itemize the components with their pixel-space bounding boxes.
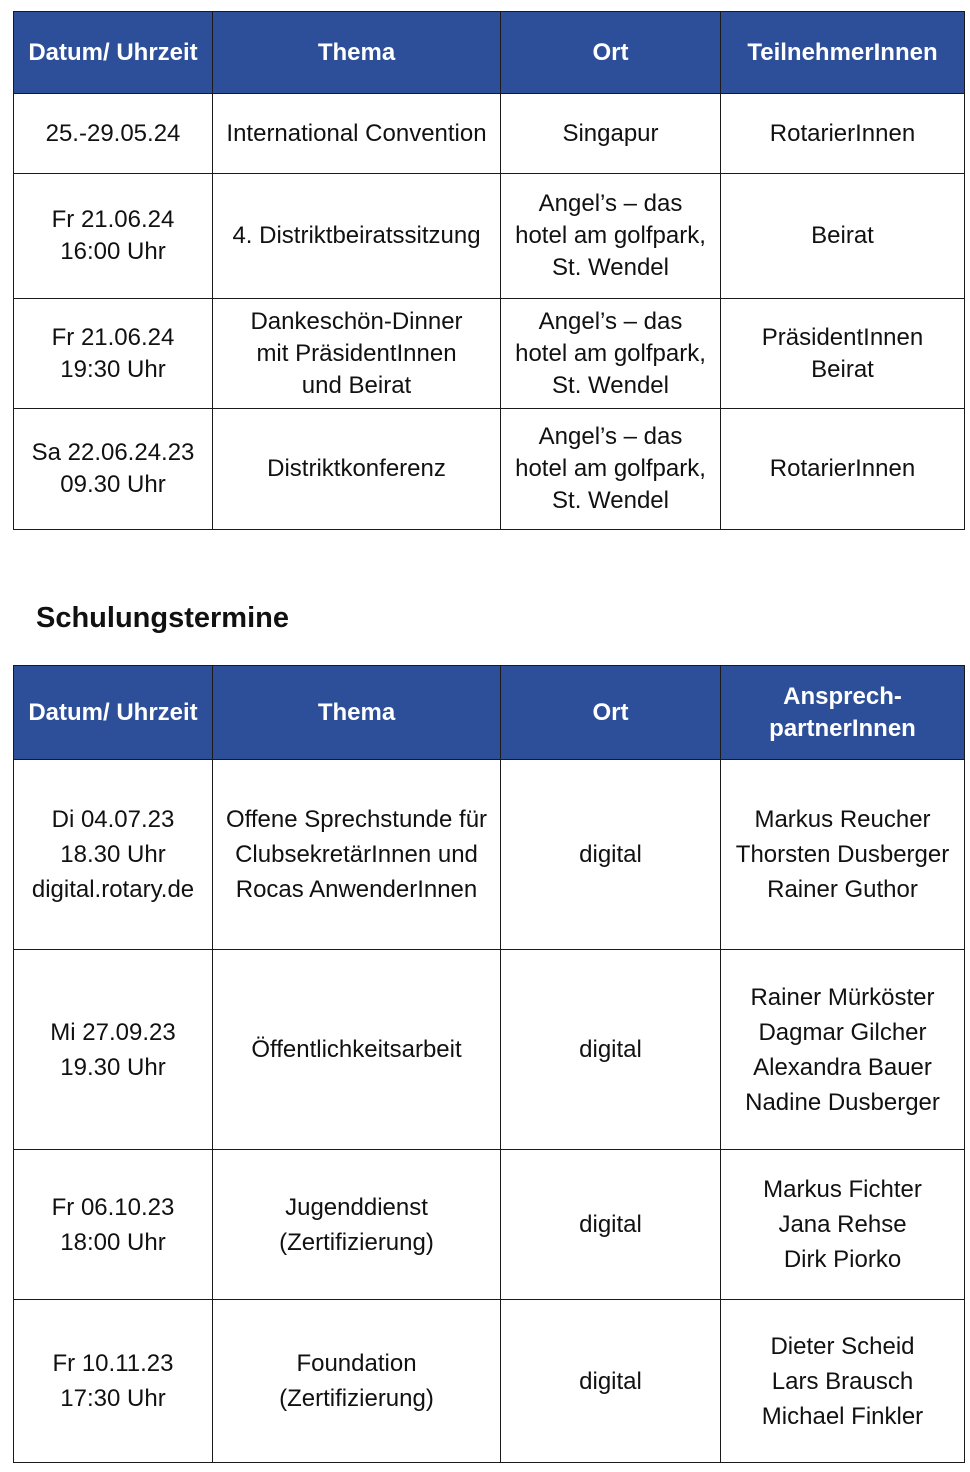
cell-ort: digital [501, 950, 721, 1150]
cell-thema: Distriktkonferenz [213, 409, 501, 530]
cell-ort: Angel’s – das hotel am golfpark, St. Wendel [501, 299, 721, 409]
table-row [14, 950, 965, 1150]
schulung-header-row [14, 666, 965, 760]
cell-ansprechpartner: Rainer Mürköster Dagmar Gilcher Alexandra Bauer Nadine Dusberger [721, 950, 965, 1150]
cell-teilnehmer: RotarierInnen [721, 94, 965, 174]
cell-thema: International Convention [213, 94, 501, 174]
cell-ort: digital [501, 760, 721, 950]
header-ansprechpartner: Ansprech- partnerInnen [721, 666, 965, 760]
schulung-table [13, 665, 965, 1463]
cell-thema: 4. Distriktbeiratssitzung [213, 174, 501, 299]
table-row [14, 1150, 965, 1300]
events-header-row [14, 12, 965, 94]
cell-datum: Fr 21.06.24 19:30 Uhr [14, 299, 213, 409]
cell-ort: Angel’s – das hotel am golfpark, St. Wendel [501, 409, 721, 530]
cell-datum: Di 04.07.23 18.30 Uhr digital.rotary.de [14, 760, 213, 950]
cell-thema: Jugenddienst (Zertifizierung) [213, 1150, 501, 1300]
table-row [14, 299, 965, 409]
cell-datum: 25.-29.05.24 [14, 94, 213, 174]
cell-ansprechpartner: Markus Reucher Thorsten Dusberger Rainer Guthor [721, 760, 965, 950]
header-datum: Datum/ Uhrzeit [14, 666, 213, 760]
table-row [14, 1300, 965, 1463]
cell-ansprechpartner: Markus Fichter Jana Rehse Dirk Piorko [721, 1150, 965, 1300]
cell-thema: Foundation (Zertifizierung) [213, 1300, 501, 1463]
table-row [14, 760, 965, 950]
cell-thema: Offene Sprechstunde für ClubsekretärInnen und Rocas AnwenderInnen [213, 760, 501, 950]
table-row [14, 94, 965, 174]
cell-teilnehmer: Beirat [721, 174, 965, 299]
cell-datum: Sa 22.06.24.23 09.30 Uhr [14, 409, 213, 530]
cell-datum: Mi 27.09.23 19.30 Uhr [14, 950, 213, 1150]
cell-datum: Fr 21.06.24 16:00 Uhr [14, 174, 213, 299]
cell-ort: digital [501, 1150, 721, 1300]
table-row [14, 409, 965, 530]
cell-datum: Fr 06.10.23 18:00 Uhr [14, 1150, 213, 1300]
cell-ort: Singapur [501, 94, 721, 174]
header-datum: Datum/ Uhrzeit [14, 12, 213, 94]
header-ort: Ort [501, 666, 721, 760]
header-ort: Ort [501, 12, 721, 94]
header-thema: Thema [213, 666, 501, 760]
cell-teilnehmer: PräsidentInnen Beirat [721, 299, 965, 409]
cell-ort: Angel’s – das hotel am golfpark, St. Wendel [501, 174, 721, 299]
cell-thema: Dankeschön-Dinner mit PräsidentInnen und Beirat [213, 299, 501, 409]
section-title: Schulungstermine [36, 602, 289, 634]
events-header [14, 12, 965, 94]
schulung-header [14, 666, 965, 760]
header-thema: Thema [213, 12, 501, 94]
header-teilnehmer: TeilnehmerInnen [721, 12, 965, 94]
cell-thema: Öffentlichkeitsarbeit [213, 950, 501, 1150]
cell-ansprechpartner: Dieter Scheid Lars Brausch Michael Finkler [721, 1300, 965, 1463]
events-table [13, 11, 965, 530]
cell-teilnehmer: RotarierInnen [721, 409, 965, 530]
cell-datum: Fr 10.11.23 17:30 Uhr [14, 1300, 213, 1463]
cell-ort: digital [501, 1300, 721, 1463]
table-row [14, 174, 965, 299]
